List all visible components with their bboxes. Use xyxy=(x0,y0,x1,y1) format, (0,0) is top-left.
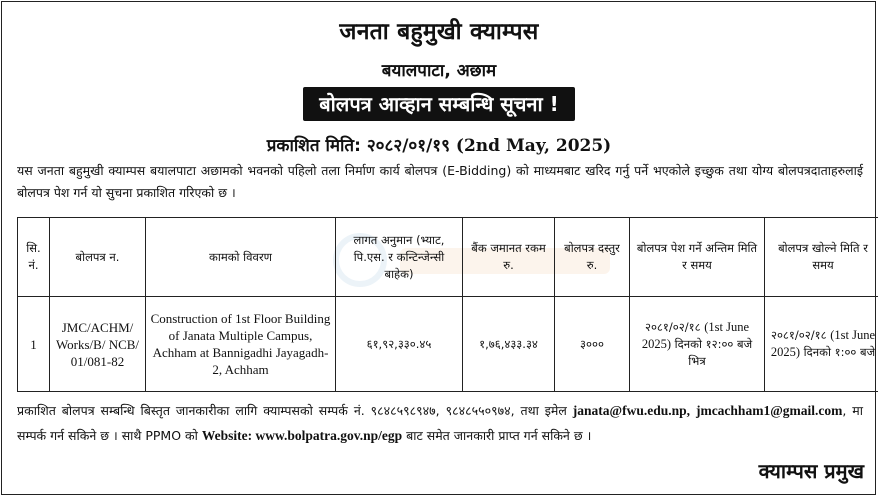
header-open: बोलपत्र खोल्ने मिति र समय xyxy=(765,218,878,297)
cell-bid-no: JMC/ACHM/ Works/B/ NCB/ 01/081-82 xyxy=(50,297,146,392)
submit-date: २०८१/०२/१८ xyxy=(644,319,701,334)
header-submit: बोलपत्र पेश गर्ने अन्तिम मिति र समय xyxy=(630,218,765,297)
publication-date-en: (2nd May, 2025) xyxy=(455,136,612,156)
email-secondary[interactable]: jmcachham1@gmail.com xyxy=(695,403,843,418)
header-fee: बोलपत्र दस्तुर रु. xyxy=(555,218,630,297)
signature-campus-chief: क्याम्पस प्रमुख xyxy=(758,459,864,483)
cell-open xyxy=(765,297,878,392)
footer-text-3: बाट समेत जानकारी प्राप्त गर्न सकिने छ । xyxy=(402,428,592,443)
footer-text-1: प्रकाशित बोलपत्र सम्बन्धि बिस्तृत जानकारीका लागि क्याम्पसको सम्पर्क नं. ९८४८५९८९४७, ९८४८५५०९७४, तथा इमेल xyxy=(17,403,573,418)
open-time: दिनको १:०० बजे xyxy=(803,345,876,359)
header-work: कामको विवरण xyxy=(146,218,336,297)
header-guarantee: बैंक जमानत रकम रु. xyxy=(463,218,555,297)
table-header-row xyxy=(18,218,878,297)
intro-paragraph: यस जनता बहुमुखी क्याम्पस बयालपाटा अछामको भवनको पहिलो तला निर्माण कार्य बोलपत्र (E-Bidding) को माध्यमबाट खरिद गर्नु पर्ने भएकोले इच्छुक तथा योग्य बोलपत्रदाताहरुलाई बोलपत्र पेश गर्न यो सुचना प्रकाशित गरिएको छ । xyxy=(17,163,863,200)
cell-work: Construction of 1st Floor Building of Janata Multiple Campus, Achham at Bannigadhi Jayagadh-2, Achham xyxy=(146,297,336,392)
table-row xyxy=(18,297,878,392)
submit-time: दिनको १२:०० बजे भित्र xyxy=(674,336,753,368)
cell-guarantee: १,७६,४३३.३४ xyxy=(463,297,555,392)
open-date-en: (1st June 2025) xyxy=(770,328,876,359)
campus-location: बयालपाटा, अछाम xyxy=(381,61,497,81)
header-cost: लागत अनुमान (भ्याट, पि.एस. र कन्टिन्जेन्सी बाहेक) xyxy=(336,218,463,297)
publication-date-np: प्रकाशित मिति: २०८२/०१/१९ xyxy=(266,136,450,156)
cell-submit xyxy=(630,297,765,392)
cell-fee: ३००० xyxy=(555,297,630,392)
footer-text-2: , मा सम्पर्क गर्न सकिने छ । साथै PPMO को xyxy=(17,403,863,443)
submit-date-en: (1st June 2025) xyxy=(641,319,750,351)
header-sn: सि. नं. xyxy=(18,218,50,297)
campus-title: जनता बहुमुखी क्याम्पस xyxy=(339,19,539,45)
publication-date xyxy=(0,133,878,156)
notice-banner: बोलपत्र आव्हान सम्बन्धि सूचना ! xyxy=(303,87,575,121)
cell-sn: 1 xyxy=(18,297,50,392)
email-primary[interactable]: janata@fwu.edu.np, xyxy=(572,403,691,418)
website-link[interactable]: Website: www.bolpatra.gov.np/egp xyxy=(201,428,403,443)
open-date: २०८१/०२/१८ xyxy=(770,328,827,342)
cell-cost: ६१,९२,३३०.४५ xyxy=(336,297,463,392)
footer-paragraph xyxy=(17,398,863,448)
header-bid-no: बोलपत्र न. xyxy=(50,218,146,297)
bid-table xyxy=(17,217,878,392)
